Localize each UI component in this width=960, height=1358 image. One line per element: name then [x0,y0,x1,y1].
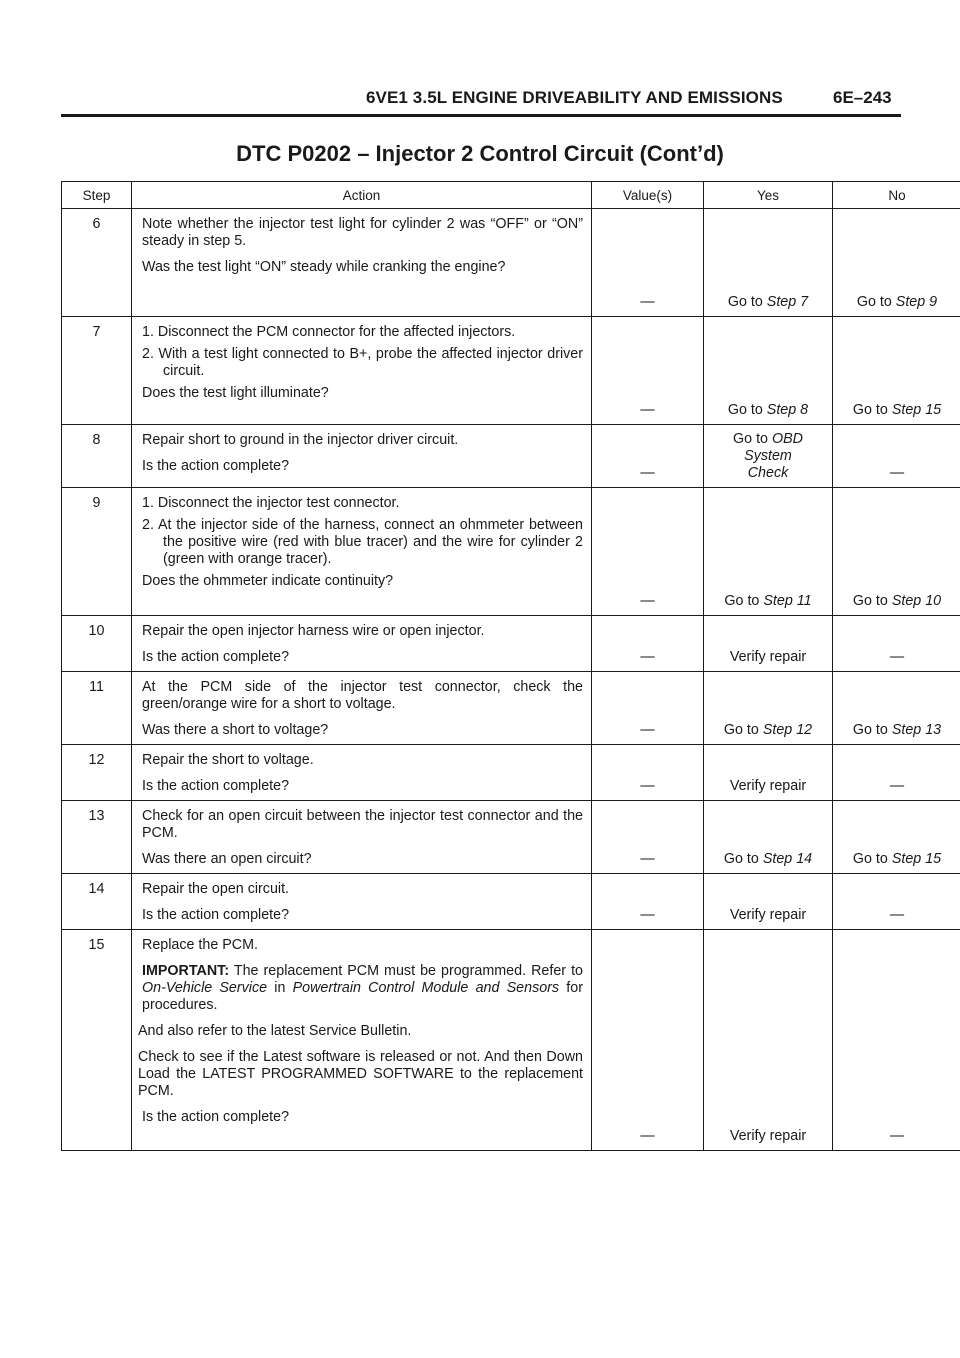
column-header-step: Step [62,182,132,209]
important-note [142,963,583,1014]
action-question: Is the action complete? [142,1109,290,1125]
action-list-item: 2. At the injector side of the harness, connect an ohmmeter between the positive wire (red with blue tracer) and the wire for cylinder 2 (green with orange tracer). [142,517,583,567]
table-row [62,745,960,801]
action-text: Replace the PCM. [142,937,259,953]
page-title: DTC P0202 – Injector 2 Control Circuit (Cont’d) [236,141,724,166]
action-cell [132,745,592,801]
go-to-label: Go to [852,851,892,867]
action-cell [132,801,592,874]
step-number: 10 [62,616,132,672]
value-cell: — [592,488,704,616]
action-question: Is the action complete? [142,458,290,474]
step-number: 7 [62,317,132,425]
action-question: Was there a short to voltage? [142,722,329,738]
action-list-item: 2. With a test light connected to B+, probe the affected injector driver circuit. [142,346,583,379]
value-cell: — [592,874,704,930]
value-cell: — [592,930,704,1151]
action-question: Was the test light “ON” steady while cranking the engine? [142,259,506,275]
go-to-label: Go to [856,294,896,310]
action-text: Repair the open injector harness wire or open injector. [142,623,485,639]
column-header-no: No [833,182,960,209]
action-question: Was there an open circuit? [142,851,312,867]
action-text: And also refer to the latest Service Bulletin. [138,1023,412,1039]
step-link[interactable]: Step 10 [891,593,942,609]
action-text: Note whether the injector test light for cylinder 2 was “OFF” or “ON” steady in step 5. [142,216,583,249]
action-question: Is the action complete? [142,778,290,794]
table-row [62,317,960,425]
value-cell: — [592,801,704,874]
no-cell: — [833,874,960,930]
step-link[interactable]: Step 12 [762,722,813,738]
reference-link[interactable]: On-Vehicle Service [142,980,268,996]
no-cell: — [833,930,960,1151]
step-number: 15 [62,930,132,1151]
step-number: 6 [62,209,132,317]
go-to-label: Go to [723,851,763,867]
value-cell: — [592,672,704,745]
action-text: Check for an open circuit between the injector test connector and the PCM. [142,808,583,841]
action-cell [132,672,592,745]
action-question: Is the action complete? [142,907,290,923]
yes-cell: Verify repair [704,616,833,672]
important-text-c: for procedures. [142,980,583,1013]
value-cell: — [592,745,704,801]
go-to-label: Go to [727,294,767,310]
no-cell: — [833,425,960,488]
action-text: Repair the open circuit. [142,881,290,897]
step-link[interactable]: Step 7 [766,294,809,310]
step-number: 8 [62,425,132,488]
step-number: 11 [62,672,132,745]
value-cell: — [592,616,704,672]
value-cell: — [592,209,704,317]
yes-cell [704,488,833,616]
action-cell [132,488,592,616]
important-text-a: The replacement PCM must be programmed. Refer to [229,963,583,979]
step-link[interactable]: Step 9 [895,294,938,310]
action-question: Does the test light illuminate? [142,385,329,401]
action-question: Does the ohmmeter indicate continuity? [142,573,394,589]
important-text-b: in [267,980,293,996]
no-cell [833,801,960,874]
table-row [62,930,960,1151]
step-number: 14 [62,874,132,930]
action-cell [132,209,592,317]
reference-link[interactable]: Powertrain Control Module and Sensors [292,980,560,996]
diagnostic-table [61,181,960,1151]
no-cell: — [833,745,960,801]
action-cell [132,874,592,930]
yes-cell: Verify repair [704,930,833,1151]
action-text: Repair the short to voltage. [142,752,314,768]
step-number: 13 [62,801,132,874]
value-cell: — [592,425,704,488]
obd-link-line2[interactable]: System [744,448,792,464]
step-number: 12 [62,745,132,801]
section-header: 6VE1 3.5L ENGINE DRIVEABILITY AND EMISSIONS [366,88,783,107]
header-rule [61,114,901,117]
yes-cell: Verify repair [704,745,833,801]
action-list-item: 1. Disconnect the injector test connector. [142,495,400,511]
action-question: Is the action complete? [142,649,290,665]
table-row [62,874,960,930]
go-to-label: Go to [733,431,772,447]
go-to-label: Go to [723,722,763,738]
column-header-values: Value(s) [592,182,704,209]
step-link[interactable]: Step 15 [891,851,942,867]
no-cell [833,672,960,745]
yes-cell: Verify repair [704,874,833,930]
action-cell [132,317,592,425]
page-number: 6E–243 [833,88,892,107]
go-to-label: Go to [852,402,892,418]
table-row [62,425,960,488]
no-cell: — [833,616,960,672]
table-row [62,616,960,672]
go-to-label: Go to [852,593,892,609]
obd-link-line3[interactable]: Check [747,465,789,481]
table-row [62,801,960,874]
step-link[interactable]: Step 15 [891,402,942,418]
action-cell [132,425,592,488]
action-text: Repair short to ground in the injector driver circuit. [142,432,459,448]
go-to-label: Go to [724,593,764,609]
action-text: At the PCM side of the injector test connector, check the green/orange wire for a short to voltage. [142,679,583,712]
go-to-label: Go to [852,722,892,738]
yes-cell [704,209,833,317]
step-link[interactable]: Step 11 [763,593,812,609]
column-header-yes: Yes [704,182,833,209]
go-to-label: Go to [727,402,767,418]
table-header-row [62,182,960,209]
table-row [62,672,960,745]
yes-cell [704,317,833,425]
no-cell [833,209,960,317]
no-cell [833,317,960,425]
value-cell: — [592,317,704,425]
obd-link-line1[interactable]: OBD [771,431,803,447]
step-number: 9 [62,488,132,616]
step-link[interactable]: Step 13 [891,722,942,738]
step-link[interactable]: Step 14 [762,851,813,867]
action-cell [132,616,592,672]
action-text: Check to see if the Latest software is released or not. And then Down Load the LATEST PROGRAMMED SOFTWARE to the replacement PCM. [138,1049,583,1099]
action-cell [132,930,592,1151]
yes-cell [704,801,833,874]
column-header-action: Action [132,182,592,209]
yes-cell [704,425,833,488]
table-row [62,488,960,616]
step-link[interactable]: Step 8 [766,402,809,418]
action-list-item: 1. Disconnect the PCM connector for the affected injectors. [142,324,516,340]
table-row [62,209,960,317]
yes-cell [704,672,833,745]
no-cell [833,488,960,616]
important-label: IMPORTANT: [142,963,230,979]
